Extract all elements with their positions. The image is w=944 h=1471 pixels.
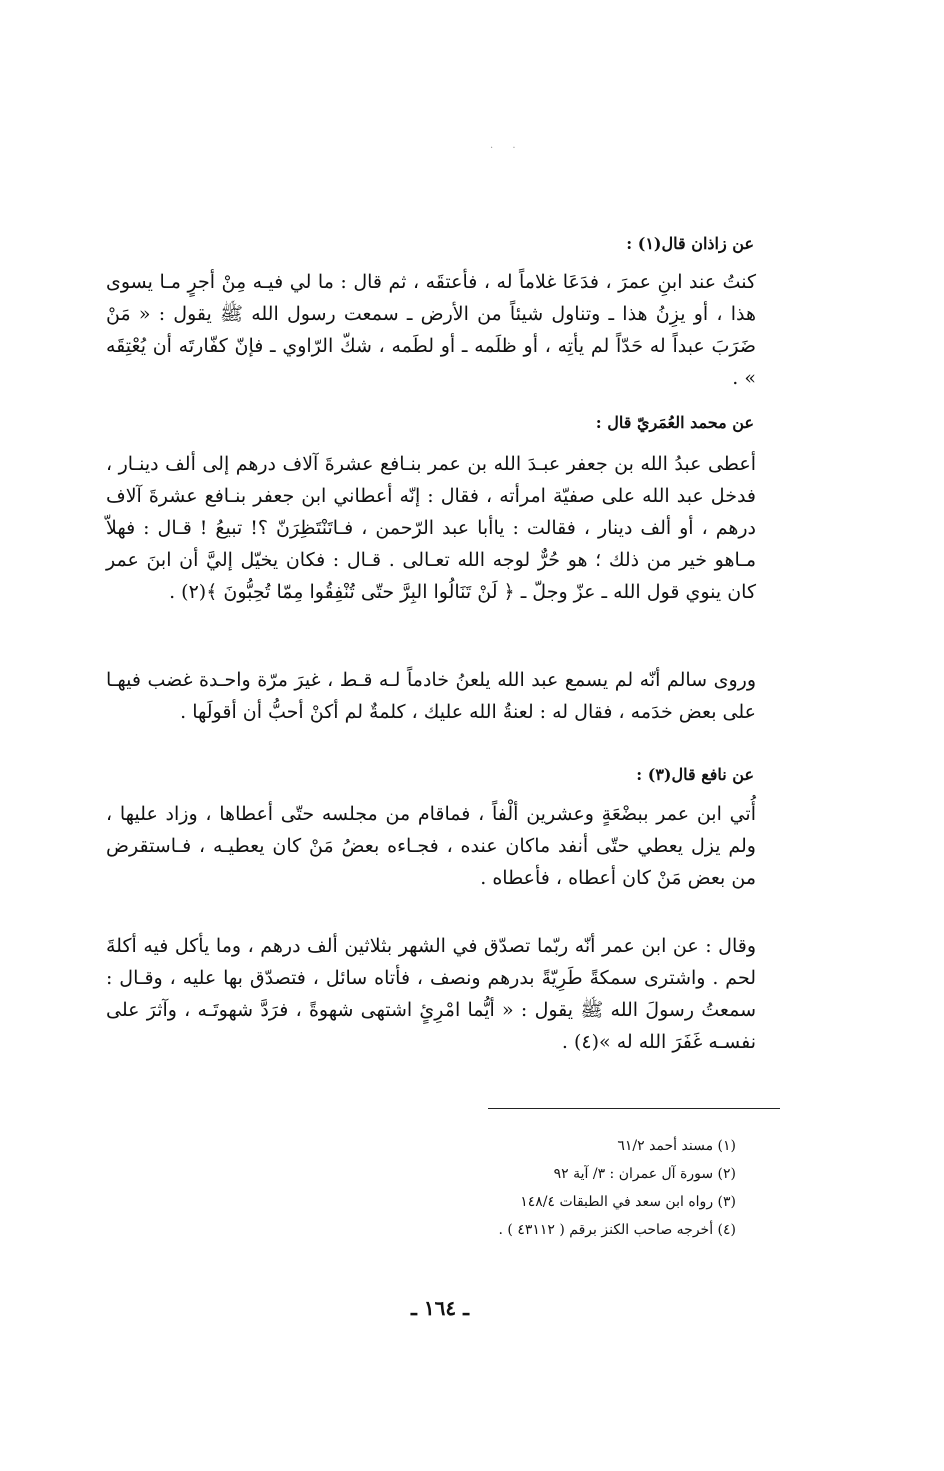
scan-specks: . . <box>490 140 524 151</box>
paragraph-salim: وروى سالم أنّه لم يسمع عبد الله يلعنُ خادماً لـه قـط ، غيرَ مرّة واحـدة غضب فيهـا على بعض خدَمه ، فقال له : لعنةُ الله عليك ، كلمةٌ لم أكنْ أحبُّ أن أقولَها . <box>106 669 756 723</box>
paragraph-umari: أعطى عبدُ الله بن جعفر عبـدَ الله بن عمر بنـافع عشرةَ آلاف درهم إلى ألف دينـار ، فدخل عبد الله على صفيّة امرأته ، فقال : إنّه أعطاني ابن جعفر بنـافع عشرةَ آلاف درهم ، أو ألف دينار ، فقالت : ياأبا عبد الرّحمن ، فـاتَنْتَظِرَنّ ؟! تبيعُ ! قـال : فهلاّ مـاهو خير من ذلك ؛ هو حُرٌّ لوجه الله تعـالى . قـال : فكان يخيّل إليَّ أن ابنَ عمر كان ينوي قول الله ـ عزّ وجلّ ـ ﴿ لَنْ تَنَالُوا البِرَّ حتّى تُنْفِقُوا مِمّا تُحِبُّونَ ﴾(٢) . <box>106 453 756 603</box>
footnote-item: (٢) سورة آل عمران : ٣/ آية ٩٢ <box>553 1166 736 1182</box>
footnote-divider <box>488 1108 780 1109</box>
section-heading-umari: عن محمد العُمَريّ قال : <box>595 413 754 432</box>
page-number: ـ ١٦٤ ـ <box>411 1296 469 1320</box>
paragraph-nafi: أُتي ابن عمر ببضْعَةٍ وعشرين ألْفاً ، فماقام من مجلسه حتّى أعطاها ، وزاد عليها ، ولم يزل يعطي حتّى أنفد ماكان عنده ، فجـاءه بعضُ مَنْ كان يعطيـه ، فـاستقرض من بعض مَنْ كان أعطاه ، فأعطاه . <box>106 803 756 889</box>
paragraph-sadaqa: وقال : عن ابن عمر أنّه ربّما تصدّق في الشهر بثلاثين ألف درهم ، وما يأكل فيه أكلةَ لحم . واشترى سمكةً طَرِيّةً بدرهم ونصف ، فأتاه سائل ، فتصدّق بها عليه ، وقـال : سمعتُ رسولَ الله ﷺ يقول : « أيُّما امْرِئٍ اشتهى شهوةً ، فرَدَّ شهوتَـه ، وآثرَ على نفسـه غَفَرَ الله له »(٤) . <box>106 935 756 1053</box>
section-heading-zadhan: عن زاذان قال(١) : <box>626 234 754 253</box>
footnote-item: (٤) أخرجه صاحب الكنز برقم ( ٤٣١١٢ ) . <box>498 1222 736 1238</box>
footnote-item: (٣) رواه ابن سعد في الطبقات ١٤٨/٤ <box>520 1194 736 1210</box>
paragraph-zadhan: كنتُ عند ابنِ عمرَ ، فدَعَا غلاماً له ، فأعتقَه ، ثم قال : ما لي فيـه مِنْ أجرٍ مـا يسوى هذا ، أو يزِنُ هذا ـ وتناول شيئاً من الأرض ـ سمعت رسول الله ﷺ يقول : « مَنْ ضَرَبَ عبداً له حَدّاً لم يأتِه ، أو ظلَمه ـ أو لطَمه ، شكّ الرّاوي ـ فإنّ كفّارتَه أن يُعْتِقَه » . <box>106 271 756 389</box>
footnote-item: (١) مسند أحمد ٦١/٢ <box>617 1138 736 1154</box>
footnotes-list <box>356 1132 736 1244</box>
section-heading-nafi: عن نافع قال(٣) : <box>636 765 754 784</box>
